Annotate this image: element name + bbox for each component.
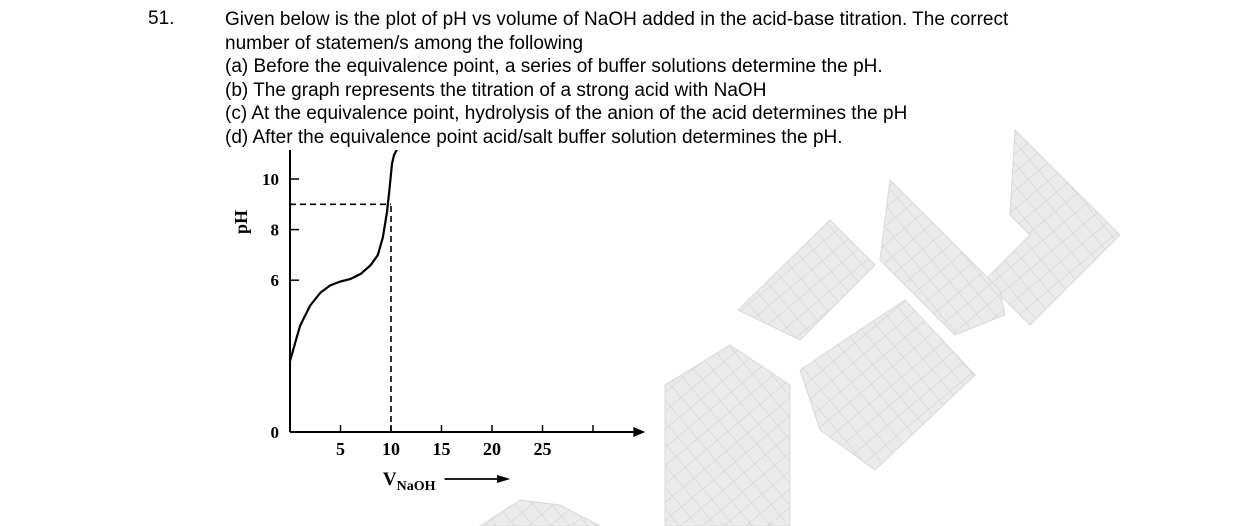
- x-label-arrow-head: [497, 475, 510, 483]
- x-tick-label: 20: [483, 439, 501, 459]
- x-axis-label-subscript: NaOH: [396, 479, 436, 494]
- titration-curve: [290, 150, 543, 361]
- titration-chart: [220, 150, 660, 510]
- question-number: 51.: [148, 8, 175, 29]
- question-text: [225, 8, 1145, 149]
- x-tick-label: 5: [336, 439, 345, 459]
- option-b: (b) The graph represents the titration of a strong acid with NaOH: [225, 79, 767, 101]
- y-tick-label: 8: [270, 220, 279, 240]
- y-axis-label: pH: [231, 210, 251, 235]
- option-c: (c) At the equivalence point, hydrolysis of the anion of the acid determines the pH: [225, 103, 908, 124]
- y-tick-label: 6: [270, 271, 279, 291]
- y-tick-label: 0: [270, 423, 279, 442]
- x-tick-label: 25: [533, 439, 552, 459]
- x-axis-label: $V_{NaOH}$: [382, 469, 436, 494]
- x-axis-arrow: [633, 427, 645, 437]
- option-a: (a) Before the equivalence point, a series of buffer solutions determine the pH.: [225, 56, 883, 77]
- x-tick-label: 10: [382, 439, 400, 459]
- y-tick-label: 10: [262, 170, 279, 189]
- x-tick-label: 15: [432, 439, 451, 459]
- question-line: Given below is the plot of pH vs volume of NaOH added in the acid-base titration. The correct: [225, 9, 1009, 30]
- option-d: (d) After the equivalence point acid/salt buffer solution determines the pH.: [225, 126, 843, 148]
- question-line: number of statemen/s among the following: [225, 32, 584, 54]
